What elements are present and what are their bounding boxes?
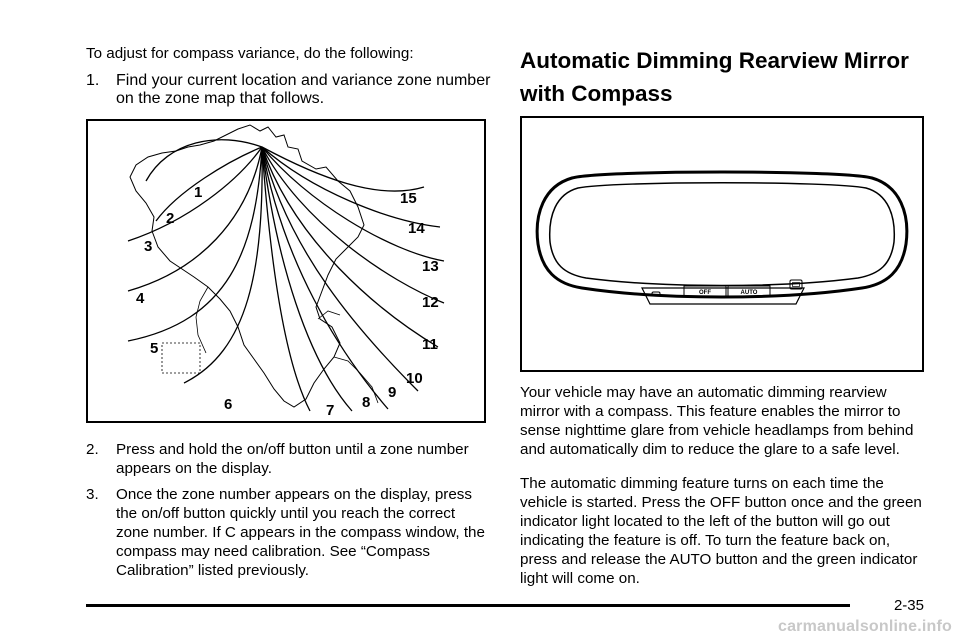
zone-label-15: 15 xyxy=(400,190,417,207)
zone-label-5: 5 xyxy=(150,340,159,357)
zone-label-8: 8 xyxy=(362,394,371,411)
zone-numbers xyxy=(136,184,439,419)
step-1 xyxy=(86,72,506,108)
zone-label-7: 7 xyxy=(326,402,335,419)
step-2 xyxy=(86,440,488,478)
step-1-text: Find your current location and variance zone number on the zone map that follows. xyxy=(116,72,491,107)
page-number: 2-35 xyxy=(893,597,924,614)
intro-text: To adjust for compass variance, do the following: xyxy=(86,45,414,62)
mirror-illustration xyxy=(522,118,922,370)
continent-outline xyxy=(130,125,364,407)
hawaii-inset xyxy=(162,343,200,373)
step-3-text: Once the zone number appears on the display, press the on/off button quickly until you reach the correct zone number. If C appears in the compass window, the compass may need calibration. See “Compass Calibration” listed previously. xyxy=(116,486,485,579)
zone-label-9: 9 xyxy=(388,384,397,401)
off-button-label: OFF xyxy=(699,290,711,296)
step-2-number: 2. xyxy=(86,441,99,458)
zone-map xyxy=(88,121,484,421)
step-3-number: 3. xyxy=(86,486,99,503)
mirror-figure xyxy=(520,116,924,372)
indicator-light xyxy=(652,292,660,295)
zone-label-14: 14 xyxy=(408,220,425,237)
auto-button-label: AUTO xyxy=(740,290,758,296)
paragraph-2: The automatic dimming feature turns on each time the vehicle is started. Press the OFF button once and the green indicator light located to the left of the button will go out indicating the feature is off. To turn the feature back on, press and release the AUTO button and the green indicator light will come on. xyxy=(520,475,922,587)
footer-rule xyxy=(86,604,850,607)
paragraph-1: Your vehicle may have an automatic dimming rearview mirror with a compass. This feature enables the mirror to sense nighttime glare from vehicle headlamps from behind and automatically dim to reduce the glare to a safe level. xyxy=(520,384,914,458)
section-heading: Automatic Dimming Rearview Mirror with Compass xyxy=(520,48,909,106)
coast-detail xyxy=(196,287,378,403)
zone-label-1: 1 xyxy=(194,184,203,201)
mirror-inner-glass xyxy=(550,183,895,286)
step-1-number: 1. xyxy=(86,72,100,89)
step-2-text: Press and hold the on/off button until a zone number appears on the display. xyxy=(116,441,469,477)
zone-label-6: 6 xyxy=(224,396,233,413)
watermark: carmanualsonline.info xyxy=(777,618,952,635)
zone-label-4: 4 xyxy=(136,290,145,307)
zone-label-3: 3 xyxy=(144,238,153,255)
zone-label-11: 11 xyxy=(422,336,438,353)
variance-lines xyxy=(128,140,444,411)
step-3 xyxy=(86,485,488,580)
zone-label-13: 13 xyxy=(422,258,439,275)
zone-map-figure xyxy=(86,119,486,423)
zone-label-10: 10 xyxy=(406,370,423,387)
steps-list xyxy=(86,440,488,587)
zone-label-12: 12 xyxy=(422,294,439,311)
zone-label-2: 2 xyxy=(166,210,175,227)
